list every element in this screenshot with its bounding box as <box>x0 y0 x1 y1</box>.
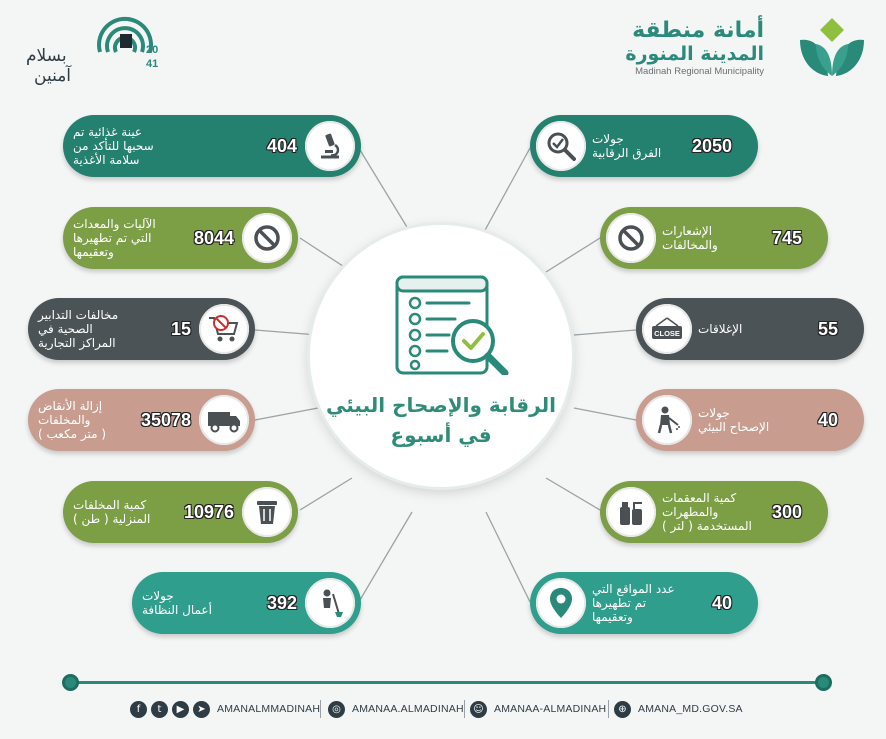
stat-label-line: المنزلية ( طن ) <box>73 512 151 526</box>
stat-value: 55 <box>817 319 838 339</box>
stat-value: 745 <box>771 228 802 248</box>
stat-label-line: كمية المخلفات <box>73 498 147 512</box>
inspection-magnifier-icon <box>536 121 586 171</box>
center-title-line1: الرقابة والإصحاح البيئي <box>326 393 556 417</box>
center-title-line2: في أسبوع <box>390 423 492 447</box>
vision-year-bottom: 41 <box>146 58 159 70</box>
org-name-ar-line2: المدينة المنورة <box>625 43 764 65</box>
stat-label-line: الصحية في <box>38 322 93 336</box>
stat-value: 404 <box>266 136 297 156</box>
stat-value: 10976 <box>183 502 234 522</box>
stat-label-line: الإصحاح البيئي <box>698 420 770 434</box>
footer-separator <box>464 700 465 718</box>
stat-label-line: الآليات والمعدات <box>73 217 156 231</box>
stat-label-line: إزالة الأنقاض <box>38 399 103 413</box>
stat-value: 8044 <box>193 228 234 248</box>
stat-label <box>592 115 666 177</box>
center-circle <box>310 225 572 487</box>
social-handle[interactable]: AMANALMMADINAH <box>217 703 321 715</box>
sprayer-worker-icon <box>642 395 692 445</box>
close-sign-icon <box>642 304 692 354</box>
stat-label <box>662 207 736 269</box>
left-stat-pill-5 <box>63 481 298 543</box>
vision-text-line2: آمنين <box>34 66 72 86</box>
stat-label-line: والمخلفات <box>38 413 91 427</box>
left-stat-pill-6 <box>132 572 361 634</box>
social-group-instagram <box>328 700 464 718</box>
left-stat-pill-1 <box>63 115 361 177</box>
telegram-icon[interactable]: ➤ <box>193 701 210 718</box>
stat-label <box>73 207 168 269</box>
trash-bin-icon <box>242 487 292 537</box>
facebook-icon[interactable]: f <box>130 701 147 718</box>
stat-label-line: جولات <box>592 132 624 146</box>
stat-label-line: تم تطهيرها <box>592 596 647 610</box>
stat-label-line: سحبها للتأكد من <box>73 139 154 153</box>
stat-label-line: الفرق الرقابية <box>592 146 662 160</box>
snapchat-handle[interactable]: AMANAA-ALMADINAH <box>494 703 607 715</box>
stat-label <box>38 389 125 451</box>
stat-label-line: وتعقيمها <box>592 610 633 624</box>
stat-label-line: وتعقيمها <box>73 245 114 259</box>
stat-value: 40 <box>817 410 838 430</box>
stat-label <box>142 572 231 634</box>
org-name-ar-line1: أمانة منطقة <box>632 18 764 43</box>
stat-label-line: المراكز التجارية <box>38 336 116 350</box>
left-stat-pill-3 <box>28 298 255 360</box>
stat-value: 35078 <box>140 410 191 430</box>
stat-label-line: الإغلاقات <box>698 322 743 336</box>
stat-label <box>73 481 168 543</box>
prohibited-icon <box>606 213 656 263</box>
stat-label-line: الإشعارات <box>662 224 713 238</box>
org-name-en: Madinah Regional Municipality <box>635 66 764 77</box>
location-pin-icon <box>536 578 586 628</box>
stat-label-line: عدد المواقع التي <box>592 582 675 596</box>
twitter-icon[interactable]: t <box>151 701 168 718</box>
youtube-icon[interactable]: ▶ <box>172 701 189 718</box>
prohibited-icon <box>242 213 292 263</box>
stat-label-line: مخالفات التدابير <box>38 308 119 322</box>
stat-value: 40 <box>711 593 732 613</box>
vision-text-line1: بسلام <box>26 46 67 66</box>
social-group-snapchat <box>470 700 606 718</box>
footer-dot-right <box>815 674 832 691</box>
left-stat-pill-4 <box>28 389 255 451</box>
disinfectant-bottles-icon <box>606 487 656 537</box>
garbage-truck-icon <box>199 395 249 445</box>
right-stat-pill-2 <box>600 207 828 269</box>
left-stat-pill-2 <box>63 207 298 269</box>
snapchat-icon[interactable]: ☺ <box>470 701 487 718</box>
stat-label <box>73 115 231 177</box>
footer-dot-left <box>62 674 79 691</box>
footer-divider <box>68 681 824 684</box>
cart-prohibited-icon <box>199 304 249 354</box>
stat-value: 15 <box>170 319 191 339</box>
stat-label-line: عينة غذائية تم <box>73 125 143 139</box>
stat-label-line: ( متر مكعب ) <box>38 427 107 441</box>
stat-label <box>592 572 675 634</box>
instagram-icon[interactable]: ◎ <box>328 701 345 718</box>
globe-icon[interactable]: ⊕ <box>614 701 631 718</box>
stat-value: 2050 <box>691 136 732 156</box>
footer-separator <box>608 700 609 718</box>
stat-label-line: المستخدمة ( لتر ) <box>662 519 752 533</box>
stat-label <box>698 389 772 451</box>
vision-year-top: 20 <box>146 44 159 56</box>
stat-label-line: جولات <box>698 406 730 420</box>
stat-label <box>698 298 772 360</box>
stat-value: 300 <box>771 502 802 522</box>
cleaner-icon <box>305 578 355 628</box>
social-group-main <box>130 700 320 718</box>
right-stat-pill-3 <box>636 298 864 360</box>
microscope-icon <box>305 121 355 171</box>
stat-label <box>662 481 752 543</box>
right-stat-pill-5 <box>600 481 828 543</box>
stat-label-line: سلامة الأغذية <box>73 153 140 167</box>
stat-label-line: التي تم تطهيرها <box>73 231 152 245</box>
stat-label-line: والمخالفات <box>662 238 718 252</box>
website-link[interactable]: AMANA_MD.GOV.SA <box>638 703 743 715</box>
right-stat-pill-1 <box>530 115 758 177</box>
stat-label-line: جولات <box>142 589 174 603</box>
right-stat-pill-6 <box>530 572 758 634</box>
stat-label-line: كمية المعقمات <box>662 491 737 505</box>
footer-separator <box>320 700 321 718</box>
svg-text:CLOSE: CLOSE <box>654 329 680 338</box>
social-group-website <box>614 700 743 718</box>
document-checklist-magnifier-icon <box>395 275 515 375</box>
instagram-handle[interactable]: AMANAA.ALMADINAH <box>352 703 464 715</box>
stat-label-line: أعمال النظافة <box>142 603 212 617</box>
stat-label <box>38 298 125 360</box>
stat-label-line: والمطهرات <box>662 505 719 519</box>
stat-value: 392 <box>266 593 297 613</box>
right-stat-pill-4 <box>636 389 864 451</box>
